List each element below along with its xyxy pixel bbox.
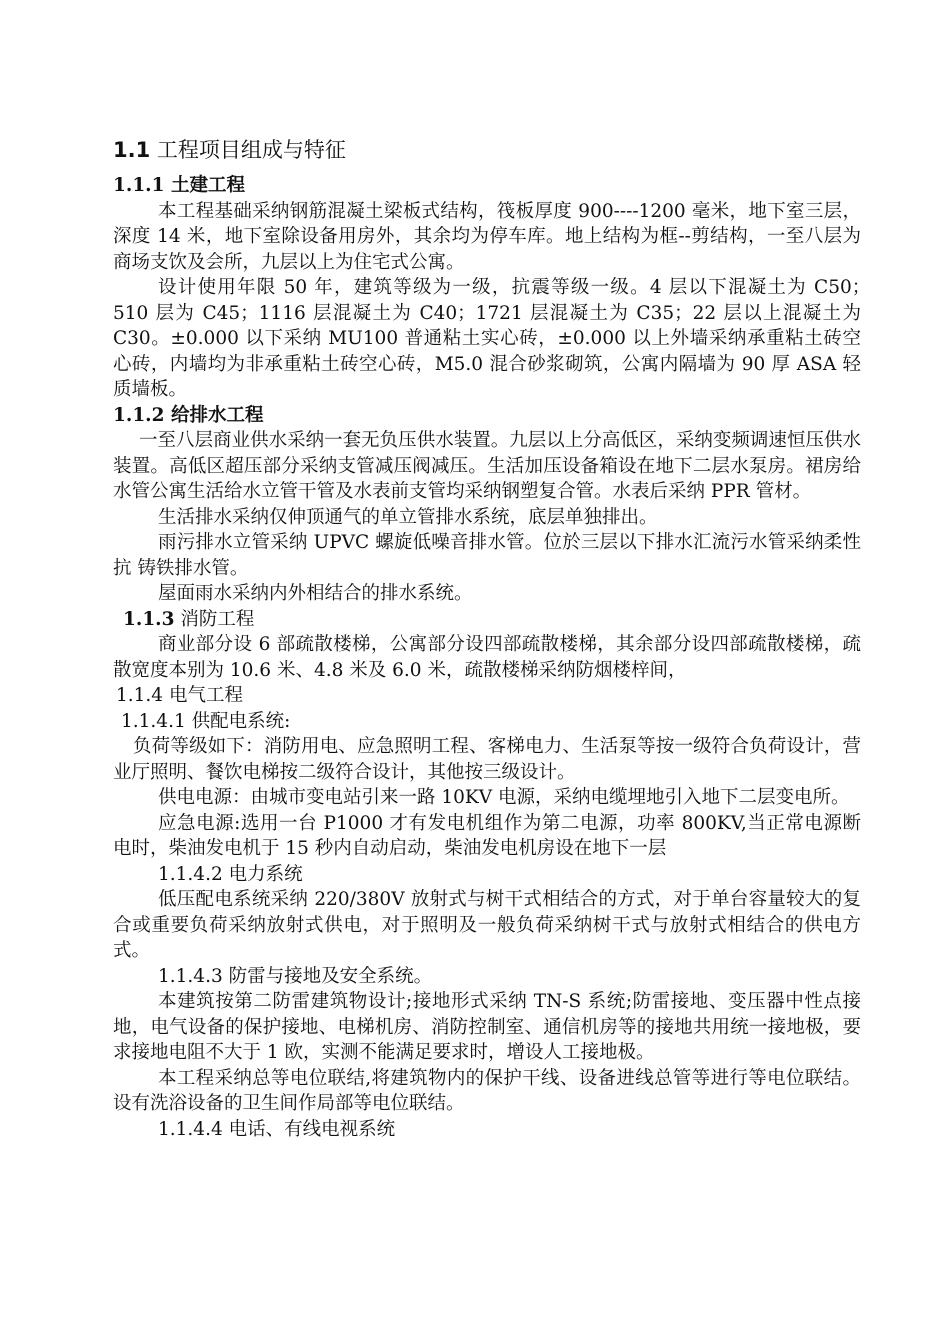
fire-paragraph-1: 商业部分设 6 部疏散楼梯，公寓部分设四部疏散楼梯，其余部分设四部疏散楼梯，疏散宽度本别为 10.6 米、4.8 米及 6.0 米，疏散楼梯采纳防烟楼梓间， <box>113 634 861 681</box>
subheading-power-system: 1.1.4.2 电力系统 <box>158 863 303 885</box>
heading-civil: 1.1.1 土建工程 <box>113 175 245 196</box>
subheading-lightning: 1.1.4.3 防雷与接地及安全系统。 <box>158 965 433 987</box>
heading-fire-number: 1.1.3 <box>123 608 175 630</box>
power-system-paragraph-1: 低压配电系统采纳 220/380V 放射式与树干式相结合的方式，对于单台容量较大的复合或重要负荷采纳放射式供电，对于照明及一般负荷采纳树干式与放射式相结合的供电方式。 <box>113 889 861 961</box>
civil-paragraph-1: 本工程基础采纳钢筋混凝土梁板式结构，筏板厚度 900----1200 毫米，地下室三层，深度 14 米，地下室除设备用房外，其余均为停车库。地上结构为框--剪结构，一至八层为商场支饮及会所，九层以上为住宅式公寓。 <box>113 200 861 273</box>
power-supply-paragraph-2: 供电电源：由城市变电站引来一路 10KV 电源，采纳电缆埋地引入地下二层变电所。 <box>158 787 850 808</box>
subheading-power-supply: 1.1.4.1 供配电系统: <box>121 710 291 732</box>
document-body <box>113 173 880 1142</box>
section-number: 1.1 <box>113 138 151 162</box>
heading-electric: 1.1.4 电气工程 <box>116 685 243 706</box>
water-paragraph-4: 屋面雨水采纳内外相结合的排水系统。 <box>158 583 473 604</box>
section-title <box>113 136 346 164</box>
civil-paragraph-2: 设计使用年限 50 年，建筑等级为一级，抗震等级一级。4 层以下混凝土为 C50； 510 层为 C45；1116 层混凝土为 C40；1721 层混凝土为 C35；22 层以上混凝土为 C30。±0.000 以下采纳 MU100 普通粘土实心砖，±0.000 以上外墙采纳承重粘土砖空心砖，内墙均为非承重粘土砖空心砖，M5.0 混合砂浆砌筑，公寓内隔墙为 90 厚 ASA 轻质墙板。 <box>113 277 880 400</box>
document-page <box>113 0 880 1344</box>
lightning-paragraph-1: 本建筑按第二防雷建筑物设计;接地形式采纳 TN-S 系统;防雷接地、变压器中性点接地，电气设备的保护接地、电梯机房、消防控制室、通信机房等的接地共用统一接地极，要求接地电阻不大于 1 欧，实测不能满足要求时，增设人工接地极。 <box>113 991 861 1063</box>
water-paragraph-1: 一至八层商业供水采纳一套无负压供水装置。九层以上分高低区，采纳变频调速恒压供水装置。高低区超压部分采纳支管减压阀减压。生活加压设备箱设在地下二层水泵房。裙房给水管公寓生活给水立管干管及水表前支管均采纳钢塑复合管。水表后采纳 PPR 管材。 <box>113 430 861 502</box>
heading-fire-text: 消防工程 <box>174 608 255 630</box>
lightning-paragraph-2: 本工程采纳总等电位联结,将建筑物内的保护干线、设备进线总管等进行等电位联结。设有洗浴设备的卫生间作局部等电位联结。 <box>113 1067 861 1114</box>
power-supply-paragraph-3: 应急电源:选用一台 P1000 才有发电机组作为第二电源，功率 800KV,当正常电源断电时，柴油发电机于 15 秒内自动启动，柴油发电机房设在地下一层 <box>113 812 861 859</box>
section-title-text: 工程项目组成与特征 <box>156 138 346 162</box>
subheading-telephone-tv: 1.1.4.4 电话、有线电视系统 <box>158 1118 396 1140</box>
water-paragraph-3: 雨污排水立管采纳 UPVC 螺旋低噪音排水管。位於三层以下排水汇流污水管采纳柔性抗 铸铁排水管。 <box>113 532 861 579</box>
heading-water: 1.1.2 给排水工程 <box>113 404 264 426</box>
water-paragraph-2: 生活排水采纳仅伸顶通气的单立管排水系统，底层单独排出。 <box>158 506 658 528</box>
heading-fire <box>113 607 861 633</box>
power-supply-paragraph-1: 负荷等级如下：消防用电、应急照明工程、客梯电力、生活泵等按一级符合负荷设计，营业厅照明、餐饮电梯按二级符合设计，其他按三级设计。 <box>113 736 861 783</box>
